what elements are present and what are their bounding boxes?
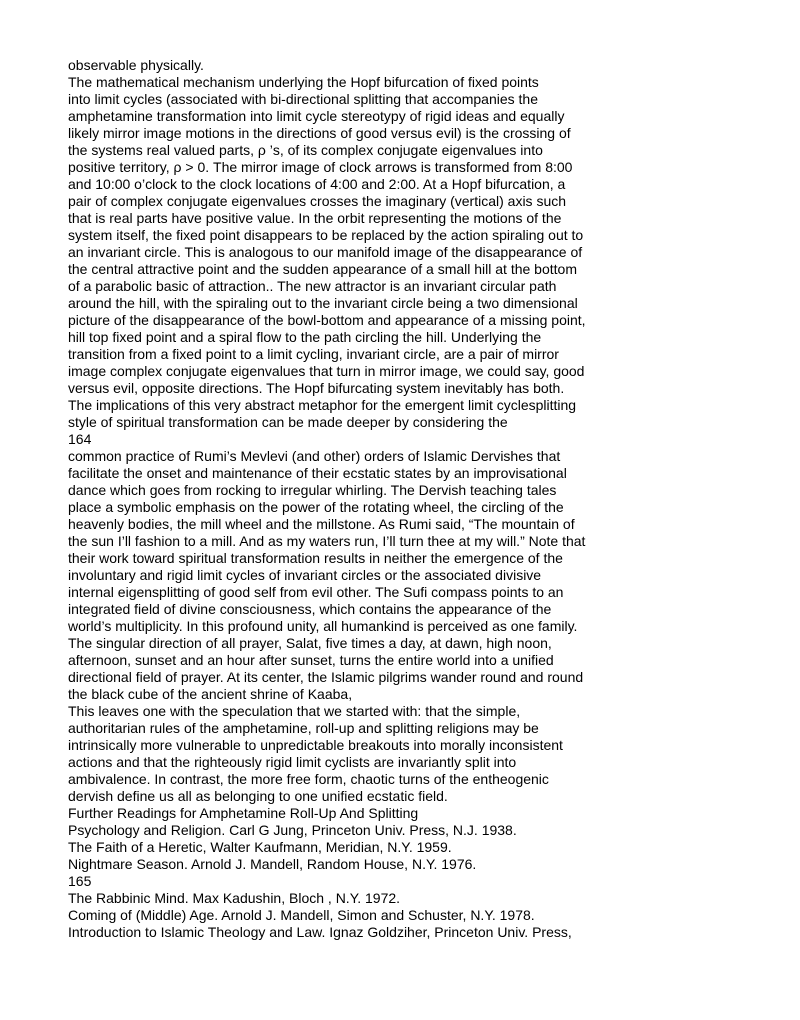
section-heading: Further Readings for Amphetamine Roll-Up And Splitting (68, 805, 419, 821)
text-line: dervish define us all as belonging to one unified ecstatic field. (68, 788, 448, 804)
text-line: likely mirror image motions in the directions of good versus evil) is the crossing of (68, 125, 571, 141)
text-line: image complex conjugate eigenvalues that turn in mirror image, we could say, good (68, 363, 585, 379)
text-line: ambivalence. In contrast, the more free form, chaotic turns of the entheogenic (68, 771, 549, 787)
text-line: observable physically. (68, 57, 204, 73)
text-line: their work toward spiritual transformation results in neither the emergence of the (68, 550, 563, 566)
text-line: around the hill, with the spiraling out to the invariant circle being a two dimensional (68, 295, 578, 311)
text-line: This leaves one with the speculation that we started with: that the simple, (68, 703, 521, 719)
text-line: afternoon, sunset and an hour after sunset, turns the entire world into a unified (68, 652, 554, 668)
text-line: an invariant circle. This is analogous to our manifold image of the disappearance of (68, 244, 583, 260)
text-line: place a symbolic emphasis on the power of the rotating wheel, the circling of the (68, 499, 564, 515)
text-line: heavenly bodies, the mill wheel and the millstone. As Rumi said, “The mountain of (68, 516, 575, 532)
text-line: authoritarian rules of the amphetamine, roll-up and splitting religions may be (68, 720, 539, 736)
text-line: facilitate the onset and maintenance of their ecstatic states by an improvisational (68, 465, 567, 481)
reference-item: The Faith of a Heretic, Walter Kaufmann, Meridian, N.Y. 1959. (68, 839, 452, 855)
text-line: directional field of prayer. At its center, the Islamic pilgrims wander round and round (68, 669, 584, 685)
text-line: The singular direction of all prayer, Salat, five times a day, at dawn, high noon, (68, 635, 552, 651)
text-line: that is real parts have positive value. In the orbit representing the motions of the (68, 210, 562, 226)
text-line: picture of the disappearance of the bowl-bottom and appearance of a missing point, (68, 312, 586, 328)
text-line: versus evil, opposite directions. The Hopf bifurcating system inevitably has both. (68, 380, 565, 396)
text-line: the sun I’ll fashion to a mill. And as my waters run, I’ll turn thee at my will.” Note that (68, 533, 586, 549)
text-line: pair of complex conjugate eigenvalues crosses the imaginary (vertical) axis such (68, 193, 567, 209)
page-number: 165 (68, 873, 92, 889)
text-line: dance which goes from rocking to irregular whirling. The Dervish teaching tales (68, 482, 557, 498)
text-line: and 10:00 o’clock to the clock locations of 4:00 and 2:00. At a Hopf bifurcation, a (68, 176, 566, 192)
text-line: hill top fixed point and a spiral flow to the path circling the hill. Underlying the (68, 329, 542, 345)
text-line: amphetamine transformation into limit cycle stereotypy of rigid ideas and equally (68, 108, 565, 124)
text-line: common practice of Rumi’s Mevlevi (and other) orders of Islamic Dervishes that (68, 448, 561, 464)
text-line: the systems real valued parts, ρ ’s, of its complex conjugate eigenvalues into (68, 142, 543, 158)
text-line: into limit cycles (associated with bi-directional splitting that accompanies the (68, 91, 538, 107)
document-page (68, 57, 788, 941)
text-line: system itself, the fixed point disappears to be replaced by the action spiraling out to (68, 227, 584, 243)
reference-item: The Rabbinic Mind. Max Kadushin, Bloch , N.Y. 1972. (68, 890, 401, 906)
text-line: the black cube of the ancient shrine of Kaaba, (68, 686, 353, 702)
text-line: intrinsically more vulnerable to unpredictable breakouts into morally inconsistent (68, 737, 563, 753)
text-line: The mathematical mechanism underlying the Hopf bifurcation of fixed points (68, 74, 539, 90)
text-line: integrated field of divine consciousness, which contains the appearance of the (68, 601, 552, 617)
text-line: transition from a fixed point to a limit cycling, invariant circle, are a pair of mirror (68, 346, 559, 362)
text-line: internal eigensplitting of good self from evil other. The Sufi compass points to an (68, 584, 564, 600)
text-line: the central attractive point and the sudden appearance of a small hill at the bottom (68, 261, 577, 277)
text-line: involuntary and rigid limit cycles of invariant circles or the associated divisive (68, 567, 542, 583)
reference-item: Nightmare Season. Arnold J. Mandell, Random House, N.Y. 1976. (68, 856, 477, 872)
text-line: The implications of this very abstract metaphor for the emergent limit cyclesplitting (68, 397, 577, 413)
text-line: actions and that the righteously rigid limit cyclists are invariantly split into (68, 754, 517, 770)
reference-item: Psychology and Religion. Carl G Jung, Princeton Univ. Press, N.J. 1938. (68, 822, 517, 838)
text-line: of a parabolic basic of attraction.. The new attractor is an invariant circular path (68, 278, 557, 294)
reference-item: Coming of (Middle) Age. Arnold J. Mandell, Simon and Schuster, N.Y. 1978. (68, 907, 535, 923)
text-line: world’s multiplicity. In this profound unity, all humankind is perceived as one family. (68, 618, 578, 634)
page-number: 164 (68, 431, 92, 447)
text-line: positive territory, ρ > 0. The mirror image of clock arrows is transformed from 8:00 (68, 159, 573, 175)
text-line: style of spiritual transformation can be made deeper by considering the (68, 414, 508, 430)
reference-item: Introduction to Islamic Theology and Law. Ignaz Goldziher, Princeton Univ. Press, (68, 924, 572, 940)
